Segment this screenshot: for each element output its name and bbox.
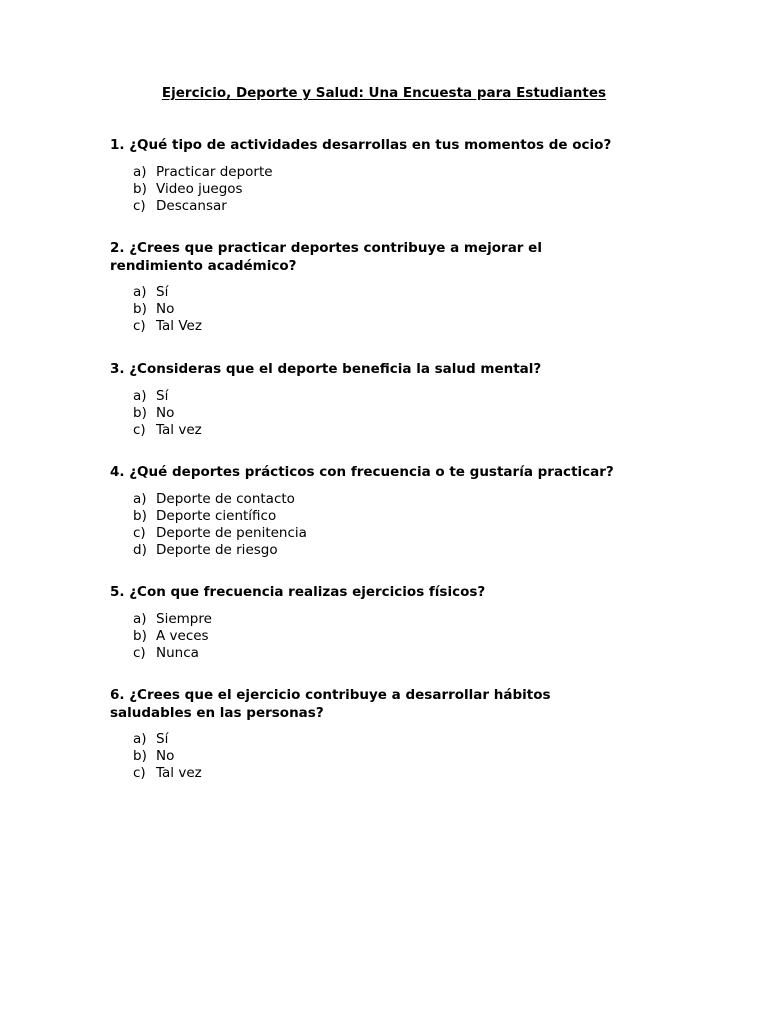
option-label: No — [156, 301, 175, 317]
question-text-line-2: rendimiento académico? — [110, 257, 297, 274]
option-item — [133, 164, 670, 181]
option-item — [133, 405, 670, 422]
option-item — [133, 611, 670, 628]
option-label: No — [156, 748, 175, 764]
options-list — [133, 611, 670, 662]
option-label: Descansar — [156, 197, 227, 214]
option-letter: b) — [133, 507, 147, 524]
question-2 — [110, 240, 670, 335]
option-letter: c) — [133, 197, 146, 214]
option-label: Tal vez — [156, 765, 202, 781]
question-text: 3. ¿Consideras que el deporte beneficia la salud mental? — [110, 361, 542, 377]
option-label: Deporte de penitencia — [156, 524, 307, 541]
option-letter: c) — [133, 524, 146, 541]
question-3 — [110, 361, 670, 439]
option-item — [133, 198, 670, 215]
option-item — [133, 628, 670, 645]
option-letter: c) — [133, 644, 146, 661]
options-list — [133, 164, 670, 215]
option-label: Sí — [156, 284, 169, 300]
option-label: A veces — [156, 627, 209, 644]
option-letter: a) — [133, 284, 147, 300]
question-text: 4. ¿Qué deportes prácticos con frecuencia o te gustaría practicar? — [110, 464, 614, 480]
question-5 — [110, 584, 670, 662]
option-item — [133, 542, 670, 559]
option-letter: b) — [133, 748, 147, 764]
document-title: Ejercicio, Deporte y Salud: Una Encuesta para Estudiantes — [161, 85, 607, 101]
question-text-line-1: 6. ¿Crees que el ejercicio contribuye a desarrollar hábitos — [110, 687, 551, 703]
option-label: No — [156, 404, 175, 421]
question-text — [110, 240, 670, 275]
option-label: Sí — [156, 387, 169, 404]
option-label: Deporte de contacto — [156, 490, 295, 507]
option-item — [133, 301, 670, 318]
option-item — [133, 284, 670, 301]
option-letter: a) — [133, 610, 147, 627]
option-item — [133, 645, 670, 662]
option-item — [133, 765, 670, 782]
option-item — [133, 318, 670, 335]
option-label: Video juegos — [156, 180, 243, 197]
options-list — [133, 388, 670, 439]
option-item — [133, 491, 670, 508]
option-label: Siempre — [156, 610, 212, 627]
option-letter: b) — [133, 301, 147, 317]
option-label: Deporte de riesgo — [156, 541, 278, 558]
option-label: Practicar deporte — [156, 163, 273, 180]
option-item — [133, 388, 670, 405]
option-label: Tal vez — [156, 421, 202, 438]
option-letter: b) — [133, 627, 147, 644]
option-item — [133, 748, 670, 765]
question-4 — [110, 464, 670, 559]
option-item — [133, 181, 670, 198]
option-letter: d) — [133, 541, 147, 558]
option-letter: a) — [133, 163, 147, 180]
question-text: 1. ¿Qué tipo de actividades desarrollas en tus momentos de ocio? — [110, 137, 612, 153]
option-item — [133, 422, 670, 439]
option-item — [133, 525, 670, 542]
options-list — [133, 284, 670, 335]
option-letter: b) — [133, 180, 147, 197]
question-1 — [110, 137, 670, 215]
option-letter: a) — [133, 387, 147, 404]
options-list — [133, 491, 670, 559]
option-letter: a) — [133, 490, 147, 507]
question-text — [110, 687, 670, 722]
question-text-line-1: 2. ¿Crees que practicar deportes contribuye a mejorar el — [110, 240, 542, 256]
option-item — [133, 508, 670, 525]
option-letter: b) — [133, 404, 147, 421]
option-label: Sí — [156, 731, 169, 747]
option-label: Deporte científico — [156, 507, 277, 524]
options-list — [133, 731, 670, 782]
option-label: Nunca — [156, 644, 199, 661]
option-item — [133, 731, 670, 748]
option-letter: c) — [133, 421, 146, 438]
option-letter: a) — [133, 731, 147, 747]
option-letter: c) — [133, 765, 146, 781]
question-text: 5. ¿Con que frecuencia realizas ejercicios físicos? — [110, 584, 486, 600]
question-6 — [110, 687, 670, 782]
question-text-line-2: saludables en las personas? — [110, 704, 324, 721]
option-letter: c) — [133, 318, 146, 334]
option-label: Tal Vez — [156, 318, 202, 334]
